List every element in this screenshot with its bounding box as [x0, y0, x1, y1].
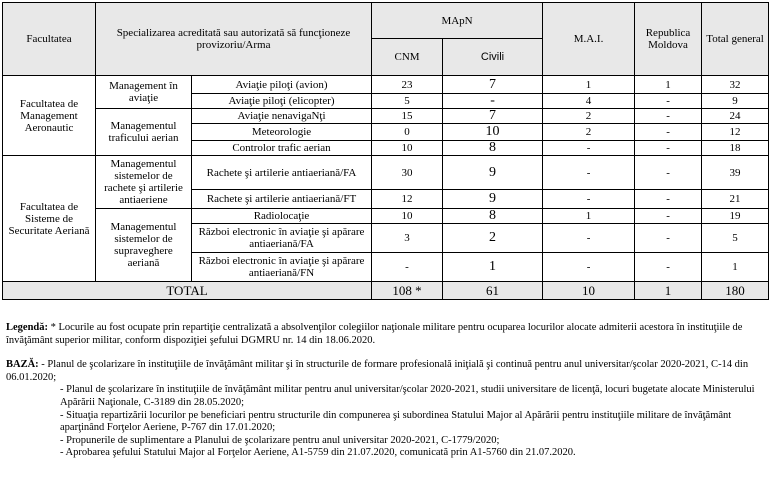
baza-item: - Planul de şcolarizare în instituţiile de învăţământ militar şi în structurile de formare profesională iniţială şi continuă pentru anul universitar/şcolar 2020-2021, C-14 din 06.01.2020;	[6, 359, 749, 383]
mai-cell: 1	[543, 209, 635, 224]
moldova-cell: -	[635, 141, 702, 156]
faculty-cell: Facultatea de Sisteme de Securitate Aeriană	[3, 156, 96, 282]
baza-label: BAZĂ:	[6, 359, 39, 371]
group-cell: Managementul sistemelor de rachete şi artilerie antiaeriene	[96, 156, 192, 209]
total-cell: 19	[702, 209, 769, 224]
mai-cell: -	[543, 190, 635, 209]
civili-cell: 7	[443, 76, 543, 94]
legend-paragraph	[6, 322, 766, 347]
total-cell: 18	[702, 141, 769, 156]
baza-item: - Propunerile de suplimentare a Planului de şcolarizare pentru anul universitar 2020-2021, C-1779/2020;	[60, 434, 500, 446]
spec-cell: Rachete şi artilerie antiaeriană/FT	[192, 190, 372, 209]
civili-cell: 9	[443, 190, 543, 209]
group-cell: Management în aviaţie	[96, 76, 192, 109]
group-cell: Managementul traficului aerian	[96, 109, 192, 156]
moldova-cell: -	[635, 109, 702, 124]
legend-label: Legendă:	[6, 322, 48, 333]
baza-item: - Planul de şcolarizare în instituţiile de învăţământ militar pentru anul universitar/şcolar 2020-2021, studii universitare de licenţă, locuri bugetate alocate Ministerului Apărării Naţionale, C-3189 din 28.05.2020;	[60, 384, 755, 408]
total-cell: 1	[702, 253, 769, 282]
cnm-cell: -	[372, 253, 443, 282]
mai-cell: -	[543, 224, 635, 253]
faculty-cell: Facultatea de Management Aeronautic	[3, 76, 96, 156]
cnm-cell: 0	[372, 124, 443, 141]
total-cell: 12	[702, 124, 769, 141]
baza-item: - Situaţia repartizării locurilor pe beneficiari pentru structurile din compunerea şi subordinea Statului Major al Apărării pentru instituţiile militare de învăţământ aparţinând Forţelor Aeriene, P-767 din 17.01.2020;	[60, 409, 732, 434]
total-cell: 21	[702, 190, 769, 209]
moldova-cell: -	[635, 209, 702, 224]
cnm-cell: 10	[372, 209, 443, 224]
header-total: Total general	[702, 3, 769, 76]
total-civili: 61	[443, 282, 543, 300]
cnm-cell: 5	[372, 94, 443, 109]
admission-table	[2, 2, 769, 300]
civili-cell: 7	[443, 109, 543, 124]
moldova-cell: -	[635, 224, 702, 253]
total-cell: 39	[702, 156, 769, 190]
moldova-cell: -	[635, 94, 702, 109]
spec-cell: Război electronic în aviaţie şi apărare antiaeriană/FA	[192, 224, 372, 253]
header-mai: M.A.I.	[543, 3, 635, 76]
baza-item: - Aprobarea şefului Statului Major al Forţelor Aeriene, A1-5759 din 21.07.2020, comunicată prin A1-5760 din 21.07.2020.	[60, 447, 576, 459]
spec-cell: Meteorologie	[192, 124, 372, 141]
legend-text: * Locurile au fost ocupate prin repartiţie centralizată a absolvenţilor colegiilor naţionale militare pentru ocuparea locurilor alocate admiterii acestora în instituţiile de învăţământ superior militar, conform dispoziţiei şefului DGMRU nr. 14 din 18.06.2020.	[6, 322, 743, 346]
total-mai: 10	[543, 282, 635, 300]
mai-cell: 4	[543, 94, 635, 109]
cnm-cell: 3	[372, 224, 443, 253]
civili-cell: 10	[443, 124, 543, 141]
mai-cell: 1	[543, 76, 635, 94]
mai-cell: 2	[543, 124, 635, 141]
mai-cell: -	[543, 253, 635, 282]
spec-cell: Controlor trafic aerian	[192, 141, 372, 156]
header-mapn: MApN	[372, 3, 543, 39]
civili-cell: 9	[443, 156, 543, 190]
cnm-cell: 10	[372, 141, 443, 156]
moldova-cell: -	[635, 253, 702, 282]
mai-cell: -	[543, 156, 635, 190]
cnm-cell: 12	[372, 190, 443, 209]
civili-cell: 2	[443, 224, 543, 253]
spec-cell: Război electronic în aviaţie şi apărare antiaeriană/FN	[192, 253, 372, 282]
header-moldova: Republica Moldova	[635, 3, 702, 76]
cnm-cell: 23	[372, 76, 443, 94]
total-cnm: 108 *	[372, 282, 443, 300]
mai-cell: 2	[543, 109, 635, 124]
header-facultatea: Facultatea	[3, 3, 96, 76]
spec-cell: Aviaţie nenavigaNţi	[192, 109, 372, 124]
spec-cell: Aviaţie piloţi (elicopter)	[192, 94, 372, 109]
cnm-cell: 15	[372, 109, 443, 124]
moldova-cell: 1	[635, 76, 702, 94]
header-civili: Civili	[443, 39, 543, 76]
cnm-cell: 30	[372, 156, 443, 190]
notes-section	[6, 322, 766, 460]
civili-cell: 1	[443, 253, 543, 282]
total-cell: 5	[702, 224, 769, 253]
civili-cell: 8	[443, 209, 543, 224]
civili-cell: 8	[443, 141, 543, 156]
mai-cell: -	[543, 141, 635, 156]
total-row-label: TOTAL	[3, 282, 372, 300]
total-cell: 32	[702, 76, 769, 94]
baza-paragraph	[6, 359, 766, 384]
total-cell: 24	[702, 109, 769, 124]
spec-cell: Radiolocaţie	[192, 209, 372, 224]
total-cell: 9	[702, 94, 769, 109]
spec-cell: Aviaţie piloţi (avion)	[192, 76, 372, 94]
header-cnm: CNM	[372, 39, 443, 76]
spec-cell: Rachete şi artilerie antiaeriană/FA	[192, 156, 372, 190]
total-moldova: 1	[635, 282, 702, 300]
civili-cell: -	[443, 94, 543, 109]
moldova-cell: -	[635, 190, 702, 209]
moldova-cell: -	[635, 156, 702, 190]
group-cell: Managementul sistemelor de supraveghere aeriană	[96, 209, 192, 282]
total-general: 180	[702, 282, 769, 300]
header-specializarea: Specializarea acreditată sau autorizată să funcţioneze provizoriu/Arma	[96, 3, 372, 76]
moldova-cell: -	[635, 124, 702, 141]
